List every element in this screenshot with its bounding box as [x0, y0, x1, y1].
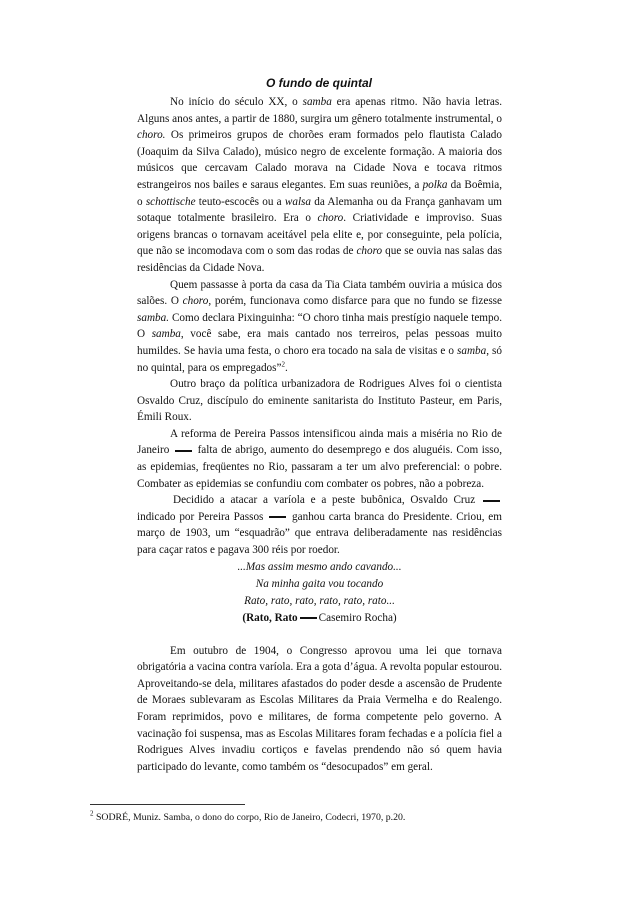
italic-term: polka	[422, 178, 448, 191]
paragraph	[137, 277, 502, 377]
text-run: teuto-escocês ou a	[195, 195, 285, 208]
text-run: Decidido a atacar a varíola e a peste bubônica, Osvaldo Cruz	[173, 494, 481, 507]
italic-term: samba.	[137, 311, 170, 324]
footnote	[90, 809, 570, 824]
italic-term: choro	[356, 245, 383, 258]
footnote-ref: 2	[281, 359, 285, 368]
text-run: Quem passasse à porta da casa da Tia Ciata também ouviria a música dos salões. O	[137, 278, 502, 308]
text-run: , porém, funcionava como disfarce para que no fundo se fizesse	[208, 295, 502, 308]
italic-term: samba	[457, 344, 487, 357]
text-run: , você sabe, era mais cantado nos terreiros, pelas pessoas muito humildes. Se havia uma festa, o choro era tocado na sala de visitas e o	[137, 328, 502, 357]
text-run: Como declara Pixinguinha: “O choro tinha mais prestígio naquele tempo. O	[137, 311, 502, 341]
italic-term: samba	[151, 328, 181, 341]
verse-credit-author: Casemiro Rocha)	[318, 611, 397, 624]
text-run: Os primeiros grupos de chorões eram formados pelo flautista Calado (Joaquim da Silva Calado), músico negro de excelente formação. A maioria dos músicos que cercavam Calado morava na Cidade Nova e tocava ritmos estrangeiros nos bailes e saraus elegantes. Em suas reuniões, a	[137, 129, 502, 191]
text-run: Em outubro de 1904, o Congresso aprovou uma lei que tornava obrigatória a vacina contra varíola. Era a gota d’água. A revolta popular estourou. Aproveitando-se dela, militares afastados do poder desde a ascensão de Prudente de Moraes sublevaram as Escolas Militares da Praia Vermelha e do Realengo. Foram reprimidos, povo e militares, de forma competente pelo governo. A vacinação foi suspensa, mas as Escolas Militares foram fechadas e a polícia fiel a Rodrigues Alves invadiu cortiços e favelas prendendo não só quem havia participado do levante, como também os “desocupados” em geral.	[137, 644, 503, 773]
text-run: da Boêmia, o	[137, 178, 503, 208]
footnote-text: SODRÉ, Muniz. Samba, o dono do corpo, Rio de Janeiro, Codecri, 1970, p.20.	[93, 812, 406, 823]
verse-line: Rato, rato, rato, rato, rato, rato...	[244, 594, 395, 607]
verse-credit	[137, 610, 502, 627]
verse-line: ...Mas assim mesmo ando cavando...	[237, 560, 402, 573]
em-dash	[300, 617, 317, 619]
italic-term: choro.	[137, 129, 166, 142]
text-run: que se ouvia nas salas das residências da Cidade Nova.	[137, 245, 502, 274]
verse-credit-title: (Rato, Rato	[242, 611, 298, 624]
italic-term: choro	[317, 212, 344, 225]
text-run: . Criatividade e improviso. Suas origens brancas o tornavam aceitável pela elite e, por conseguinte, pela polícia, que não se incomodava com o som das rodas de	[137, 212, 502, 258]
italic-term: walsa	[284, 195, 312, 208]
verse-quote	[137, 559, 502, 627]
text-run: indicado por Pereira Passos	[137, 510, 268, 523]
text-run: Outro braço da política urbanizadora de Rodrigues Alves foi o cientista Osvaldo Cruz, discípulo do eminente sanitarista do Instituto Pasteur, em Paris, Émili Roux.	[137, 378, 502, 424]
paragraph	[137, 643, 502, 776]
footnote-number: 2	[90, 809, 94, 818]
text-run: era apenas ritmo. Não havia letras. Alguns anos antes, a partir de 1880, surgira um gênero totalmente instrumental, o	[137, 96, 502, 125]
footnote-rule	[90, 804, 245, 805]
italic-term: schottische	[145, 195, 196, 208]
body-text	[137, 94, 502, 775]
text-run: .	[284, 361, 288, 374]
text-run: da Alemanha ou da França ganhavam um sotaque totalmente brasileiro. Era o	[137, 195, 502, 225]
em-dash	[269, 516, 286, 518]
paragraph	[137, 492, 502, 558]
paragraph	[137, 94, 502, 277]
text-run: ganhou carta branca do Presidente. Criou, em março de 1903, um “esquadrão” que entrava deliberadamente nas residências para caçar ratos e pagava 300 réis por roedor.	[137, 510, 502, 557]
text-run: No início do século XX, o	[170, 96, 303, 108]
text-run: , só no quintal, para os empregados”	[137, 344, 502, 374]
em-dash	[483, 500, 500, 502]
italic-term: choro	[182, 295, 209, 308]
paragraph	[137, 426, 502, 492]
em-dash	[175, 450, 192, 452]
text-run: falta de abrigo, aumento do desemprego e dos aluguéis. Com isso, as epidemias, freqüentes no Rio, passaram a ter um alvo preferencial: o pobre. Combater as epidemias se confundiu com combater os pobres, não a pobreza.	[137, 444, 502, 490]
paragraph	[137, 376, 502, 426]
page-title: O fundo de quintal	[266, 76, 372, 90]
italic-term: samba	[302, 96, 332, 108]
text-run: A reforma de Pereira Passos intensificou ainda mais a miséria no Rio de Janeiro	[137, 427, 502, 457]
verse-line: Na minha gaita vou tocando	[255, 577, 384, 590]
